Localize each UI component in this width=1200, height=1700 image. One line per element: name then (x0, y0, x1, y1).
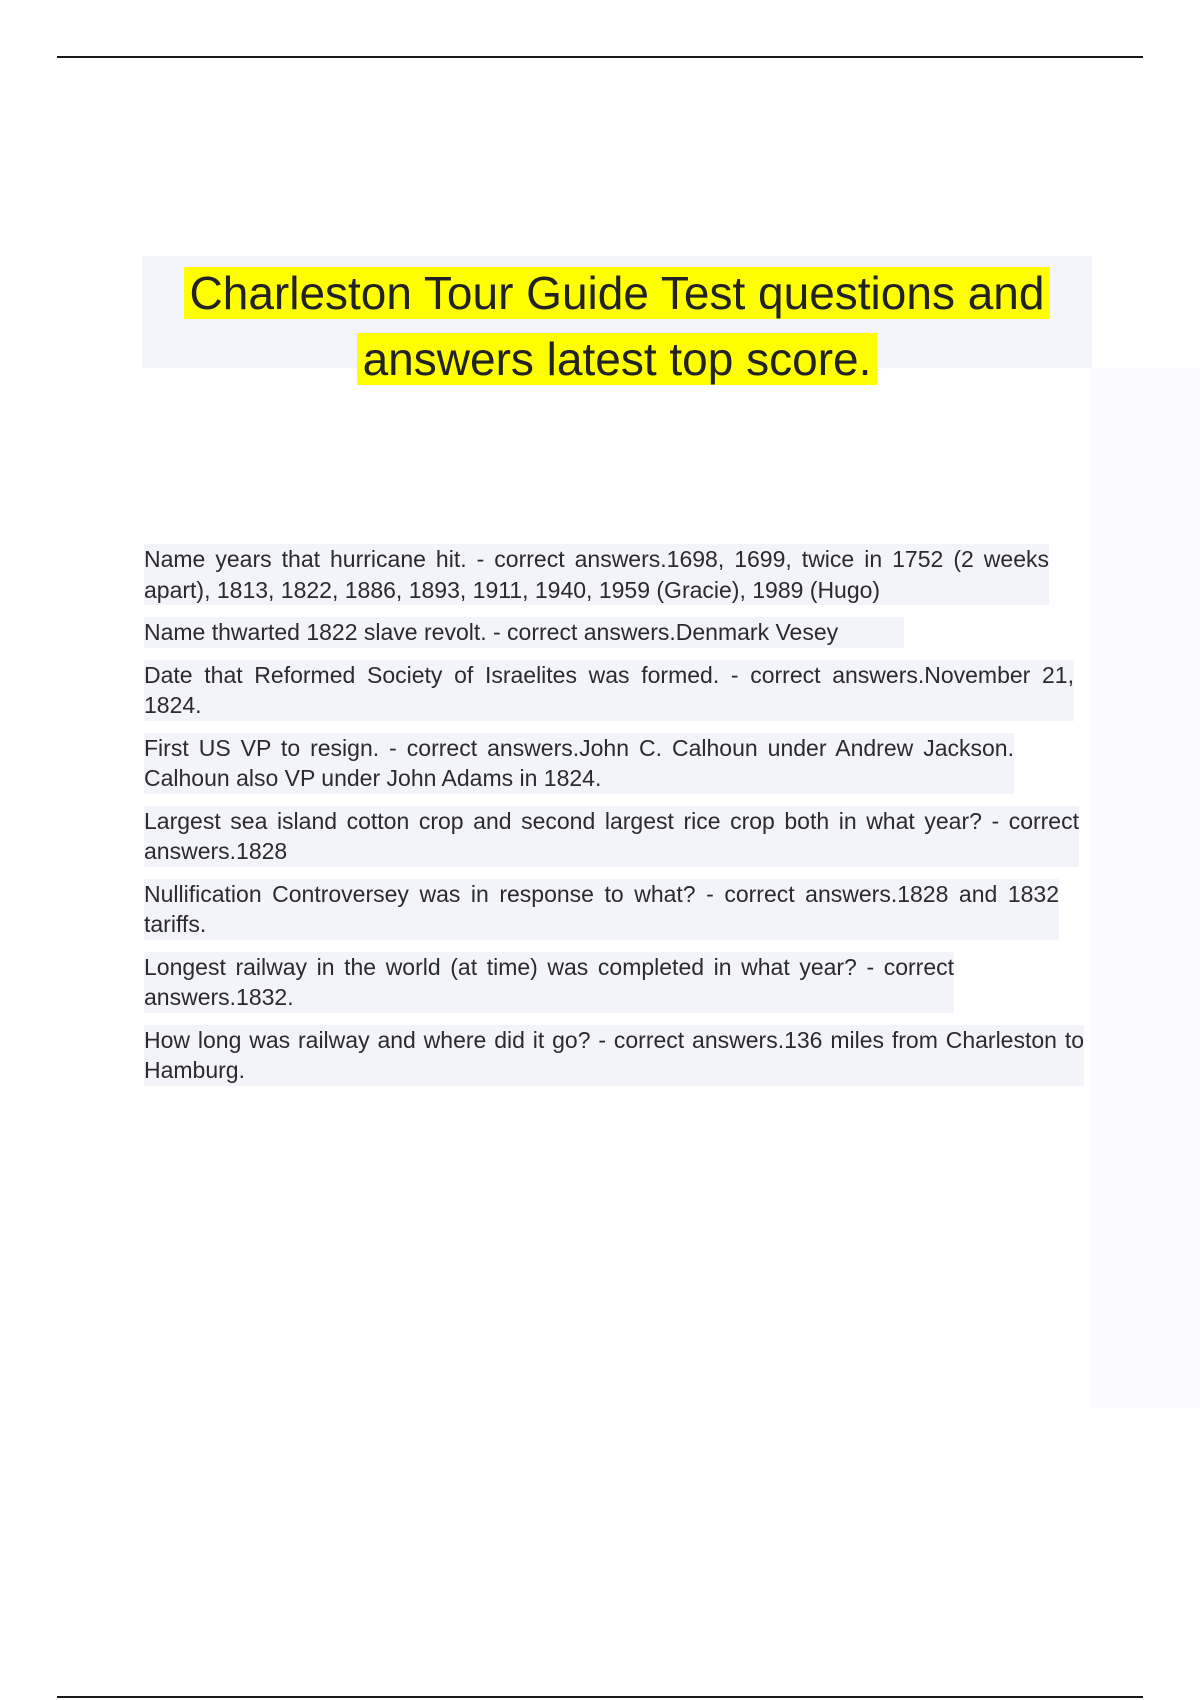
bottom-rule (57, 1696, 1143, 1698)
qa-item: First US VP to resign. - correct answers.John C. Calhoun under Andrew Jackson. Calhoun also VP under John Adams in 1824. (144, 733, 1014, 794)
qa-item: Name thwarted 1822 slave revolt. - correct answers.Denmark Vesey (144, 617, 904, 648)
document-title (142, 260, 1092, 392)
title-highlight: Charleston Tour Guide Test questions and answers latest top score. (184, 267, 1051, 385)
qa-item: How long was railway and where did it go? - correct answers.136 miles from Charleston to Hamburg. (144, 1025, 1084, 1086)
qa-item: Name years that hurricane hit. - correct answers.1698, 1699, twice in 1752 (2 weeks apart), 1813, 1822, 1886, 1893, 1911, 1940, 1959 (Gracie), 1989 (Hugo) (144, 544, 1049, 605)
top-rule (57, 56, 1143, 58)
qa-item: Date that Reformed Society of Israelites was formed. - correct answers.November 21, 1824. (144, 660, 1074, 721)
qa-item: Longest railway in the world (at time) was completed in what year? - correct answers.1832. (144, 952, 954, 1013)
qa-list (144, 544, 1084, 1098)
margin-shade (1090, 368, 1200, 1408)
qa-item: Nullification Controversey was in response to what? - correct answers.1828 and 1832 tariffs. (144, 879, 1059, 940)
qa-item: Largest sea island cotton crop and second largest rice crop both in what year? - correct answers.1828 (144, 806, 1079, 867)
